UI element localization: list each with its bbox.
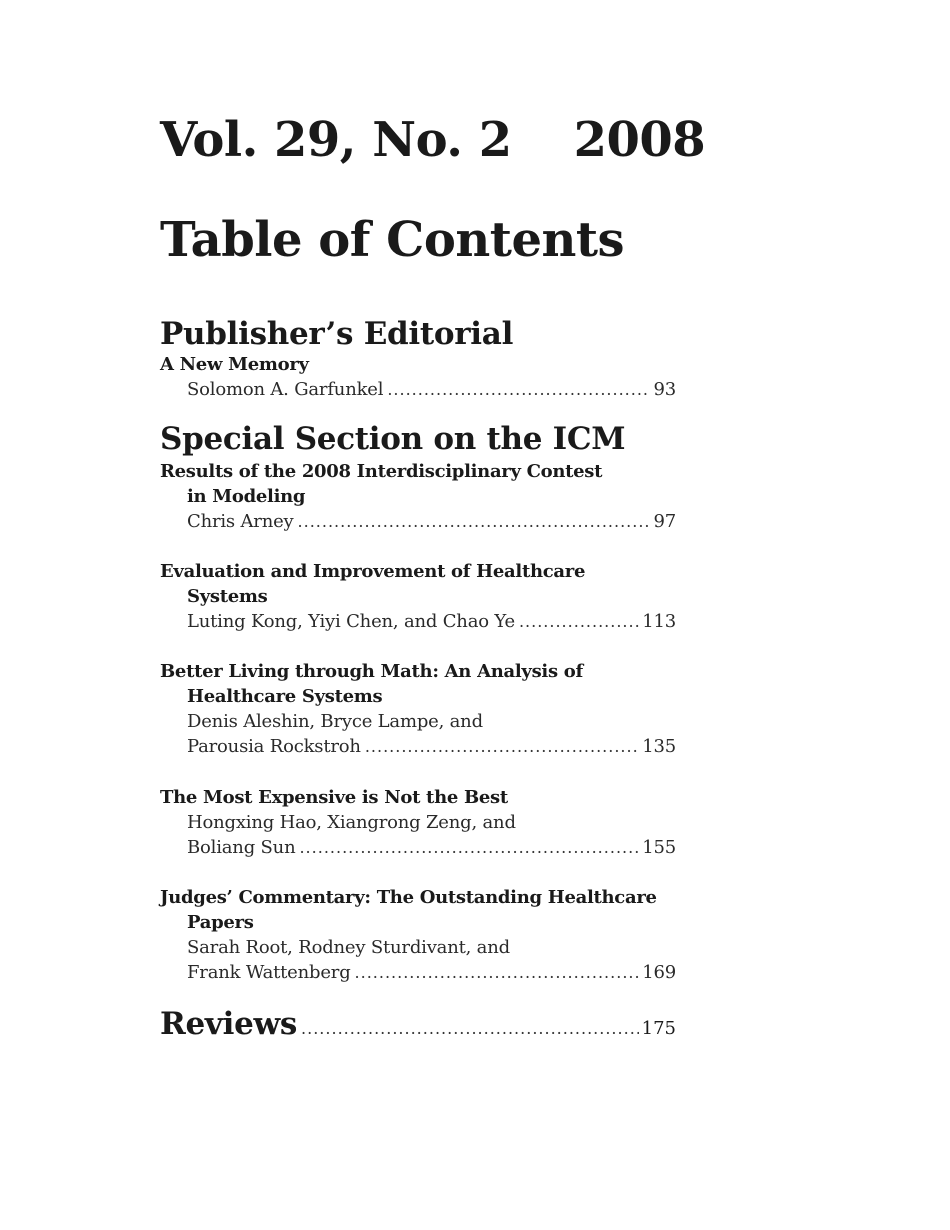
entry-authors: Sarah Root, Rodney Sturdivant, and [187, 937, 510, 958]
volume-number: Vol. 29, No. 2 [160, 112, 512, 168]
entry-title: The Most Expensive is Not the Best [160, 787, 508, 808]
entry-authors-cont: Frank Wattenberg [187, 962, 351, 983]
entry-authors: Chris Arney [187, 511, 294, 532]
section-heading-reviews: Reviews [160, 1006, 298, 1042]
entry-authors-cont: Parousia Rockstroh [187, 736, 361, 757]
entry-title: Better Living through Math: An Analysis of [160, 661, 583, 682]
entry-title: Judges’ Commentary: The Outstanding Healthcare [160, 887, 657, 908]
entry-leader-line [160, 960, 676, 985]
entry-leader-line [160, 835, 676, 860]
toc-entry[interactable] [160, 785, 676, 860]
dot-leader [299, 835, 639, 860]
toc-entry-reviews[interactable] [160, 1006, 676, 1046]
section-heading-icm: Special Section on the ICM [160, 421, 626, 457]
section-heading-editorial: Publisher’s Editorial [160, 316, 514, 352]
entry-title: Results of the 2008 Interdisciplinary Contest [160, 461, 603, 482]
entry-page: 155 [642, 837, 676, 858]
toc-entry[interactable] [160, 459, 676, 534]
entry-page: 169 [642, 962, 676, 983]
entry-authors-cont: Boliang Sun [187, 837, 296, 858]
entry-leader-line [160, 509, 676, 534]
entry-title: Evaluation and Improvement of Healthcare [160, 561, 586, 582]
entry-title-cont: Papers [187, 912, 254, 933]
entry-leader-line [160, 609, 676, 634]
entry-page: 175 [641, 1018, 676, 1039]
dot-leader [301, 1019, 639, 1038]
entry-title: A New Memory [160, 354, 309, 375]
entry-page: 97 [653, 511, 676, 532]
entry-title-cont: Healthcare Systems [187, 686, 383, 707]
entry-title-cont: in Modeling [187, 486, 306, 507]
entry-leader-line [160, 734, 676, 759]
entry-page: 93 [653, 379, 676, 400]
volume-year: 2008 [573, 112, 706, 168]
volume-header [160, 112, 705, 168]
toc-entry[interactable] [160, 352, 676, 402]
toc-entry[interactable] [160, 885, 676, 985]
dot-leader [355, 960, 640, 985]
dot-leader [519, 609, 639, 634]
entry-authors: Solomon A. Garfunkel [187, 379, 384, 400]
entry-authors: Denis Aleshin, Bryce Lampe, and [187, 711, 483, 732]
toc-entry[interactable] [160, 659, 676, 759]
dot-leader [387, 377, 650, 402]
entry-page: 135 [642, 736, 676, 757]
page-title: Table of Contents [160, 212, 625, 268]
entry-page: 113 [642, 611, 676, 632]
dot-leader [298, 509, 651, 534]
entry-title-cont: Systems [187, 586, 268, 607]
toc-entry[interactable] [160, 559, 676, 634]
dot-leader [365, 734, 639, 759]
entry-authors: Luting Kong, Yiyi Chen, and Chao Ye [187, 611, 515, 632]
entry-leader-line [160, 377, 676, 402]
entry-authors: Hongxing Hao, Xiangrong Zeng, and [187, 812, 516, 833]
